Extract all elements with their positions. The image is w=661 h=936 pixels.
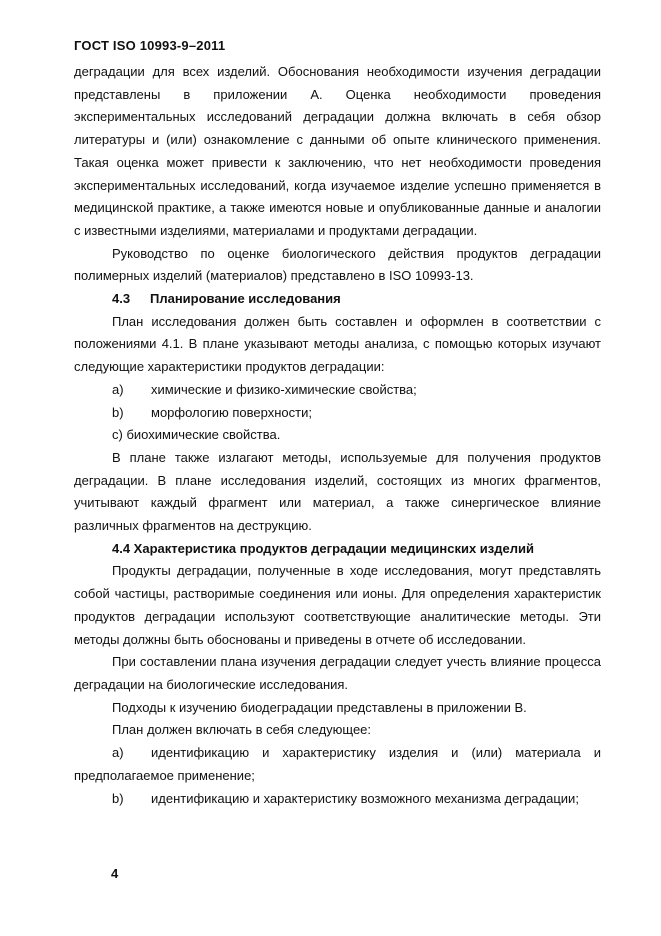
document-page — [74, 38, 601, 810]
section-4-4-heading: 4.4 Характеристика продуктов деградации медицинских изделий — [112, 540, 534, 556]
paragraph-7: Подходы к изучению биодеградации представлены в приложении В. — [112, 699, 527, 715]
list-text: морфологию поверхности; — [151, 404, 312, 420]
list-item — [74, 402, 601, 425]
paragraph-4: В плане также излагают методы, используемые для получения продуктов деградации. В плане исследования изделий, состоящих из многих фрагментов, учитывают каждый фрагмент или материал, а также синергическое влияние различных фрагментов на деструкцию. — [74, 449, 601, 534]
paragraph-5: Продукты деградации, полученные в ходе исследования, могут представлять собой частицы, растворимые соединения или ионы. Для определения характеристик продуктов деградации используют соответствующие аналитические методы. Эти методы должны быть обоснованы и приведены в отчете об исследовании. — [74, 563, 601, 647]
list-text: идентификацию и характеристику возможного механизма деградации; — [151, 790, 579, 806]
list-item — [74, 742, 601, 787]
list-text: идентификацию и характеристику изделия и (или) материала и предполагаемое применение; — [74, 745, 601, 783]
section-title: Планирование исследования — [150, 291, 341, 307]
list-item — [74, 788, 601, 811]
list-item — [74, 424, 601, 447]
page-number: 4 — [111, 866, 119, 881]
list-marker: a) — [112, 745, 124, 761]
paragraph-8: План должен включать в себя следующее: — [112, 722, 372, 738]
paragraph-1: деградации для всех изделий. Обоснования необходимости изучения деградации представлены в приложении А. Оценка необходимости проведения экспериментальных исследований деградации должна включать в себя обзор литературы и (или) ознакомление с данными об опыте клинического применения. Такая оценка может привести к заключению, что нет необходимости проведения экспериментальных исследований, когда изучаемое изделие успешно применяется в медицинской практике, а также имеются новые и опубликованные данные и аналогии с известными изделиями, материалами и продуктами деградации. — [74, 64, 601, 238]
list-marker: b) — [112, 790, 124, 806]
section-number: 4.3 — [112, 291, 131, 307]
list-text: биохимические свойства. — [126, 427, 281, 443]
list-text: химические и физико-химические свойства; — [151, 381, 417, 397]
document-header: ГОСТ ISO 10993-9–2011 — [74, 38, 226, 53]
list-item — [74, 379, 601, 402]
list-marker: a) — [112, 381, 124, 397]
paragraph-3: План исследования должен быть составлен и оформлен в соответствии с положениями 4.1. В плане указывают методы анализа, с помощью которых изучают следующие характеристики продуктов деградации: — [74, 313, 601, 375]
paragraph-2: Руководство по оценке биологического действия продуктов деградации полимерных изделий (материалов) представлено в ISO 10993-13. — [74, 245, 601, 284]
list-marker: c) — [112, 427, 123, 443]
paragraph-6: При составлении плана изучения деградации следует учесть влияние процесса деградации на биологические исследования. — [74, 654, 601, 692]
list-marker: b) — [112, 404, 124, 420]
section-4-3-heading — [74, 288, 601, 311]
